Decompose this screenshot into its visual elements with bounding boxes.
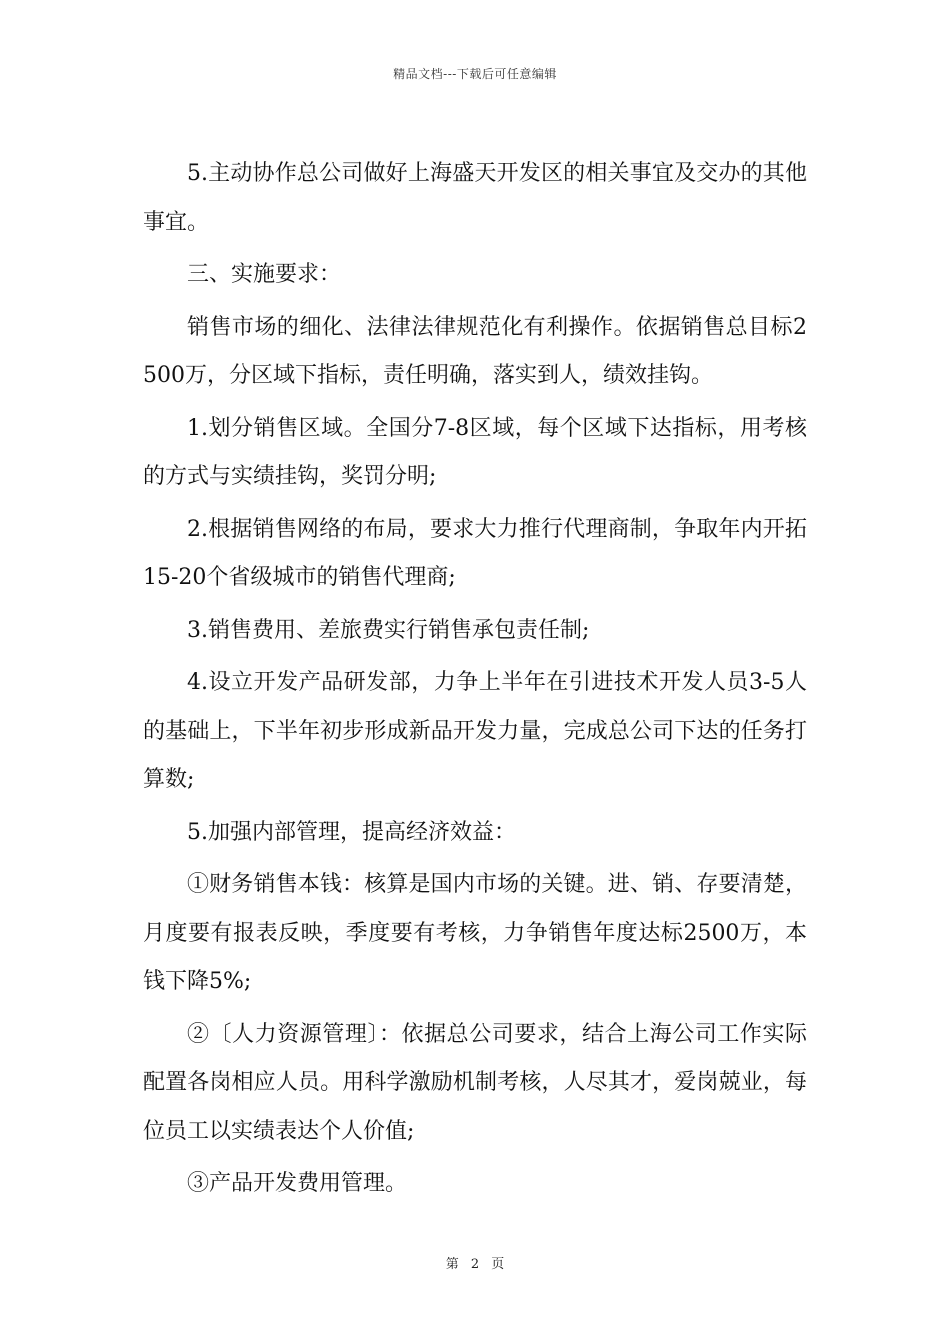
sub-list-item: ③产品开发费用管理。	[187, 1171, 408, 1196]
page-number: 2	[470, 1257, 480, 1272]
list-item: 1.划分销售区域。全国分7-8区域，每个区域下达指标，用考核的方式与实绩挂钩，奖罚分明;	[143, 415, 807, 489]
section-heading: 三、实施要求：	[187, 262, 342, 287]
list-item: 3.销售费用、差旅费实行销售承包责任制;	[187, 617, 590, 643]
paragraph: 销售市场的细化、法律法律规范化有利操作。依据销售总目标2500万，分区域下指标，责任明确，落实到人，绩效挂钩。	[143, 314, 807, 388]
sub-list-item: ②〔人力资源管理〕：依据总公司要求，结合上海公司工作实际配置各岗相应人员。用科学激励机制考核，人尽其才，爱岗兢业，每位员工以实绩表达个人价值;	[143, 1021, 807, 1144]
page-number-suffix: 页	[491, 1257, 505, 1272]
list-item: 2.根据销售网络的布局，要求大力推行代理商制，争取年内开拓15-20个省级城市的销售代理商;	[143, 516, 807, 590]
page-header: 精品文档---下载后可任意编辑	[393, 67, 557, 81]
list-item: 4.设立开发产品研发部，力争上半年在引进技术开发人员3-5人的基础上，下半年初步形成新品开发力量，完成总公司下达的任务打算数;	[143, 670, 807, 792]
document-body	[143, 150, 807, 1213]
paragraph: 5.主动协作总公司做好上海盛天开发区的相关事宜及交办的其他事宜。	[143, 161, 807, 235]
page-number-prefix: 第	[445, 1257, 459, 1272]
list-item: 5.加强内部管理，提高经济效益：	[187, 819, 516, 845]
sub-list-item: ①财务销售本钱：核算是国内市场的关键。进、销、存要清楚，月度要有报表反映，季度要有考核，力争销售年度达标2500万，本钱下降5%;	[143, 872, 807, 994]
page-footer	[0, 1253, 950, 1272]
